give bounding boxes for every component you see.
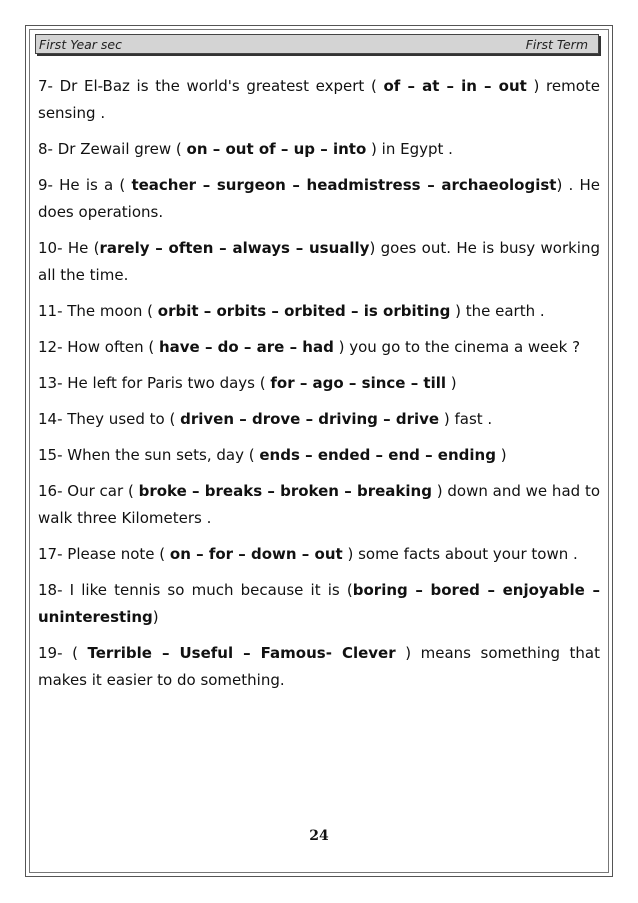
answer-options: on – for – down – out: [169, 545, 343, 563]
question-text: ) fast .: [439, 410, 493, 428]
question-text: 7- Dr El-Baz is the world's greatest expert (: [38, 77, 384, 95]
question-text: 9- He is a (: [38, 176, 132, 194]
question-text: ) the earth .: [450, 302, 545, 320]
question-text: ): [446, 374, 457, 392]
question-item: [38, 640, 600, 694]
answer-options: for – ago – since – till: [270, 374, 447, 392]
answer-options: driven – drove – driving – drive: [180, 410, 440, 428]
question-item: [38, 172, 600, 226]
question-item: [38, 442, 600, 469]
question-item: [38, 73, 600, 127]
question-text: ): [152, 608, 159, 626]
question-text: 10- He (: [38, 239, 100, 257]
question-text: ) you go to the cinema a week ?: [333, 338, 581, 356]
answer-options: Terrible – Useful – Famous- Clever: [87, 644, 396, 662]
question-item: [38, 136, 600, 163]
answer-options: broke – breaks – broken – breaking: [138, 482, 432, 500]
answer-options: rarely – often – always – usually: [99, 239, 370, 257]
question-text: ) down and we had to walk three Kilometers .: [38, 482, 601, 527]
page-header: [35, 34, 599, 54]
question-text: ) some facts about your town .: [342, 545, 578, 563]
question-text: 15- When the sun sets, day (: [38, 446, 260, 464]
question-item: [38, 370, 600, 397]
question-item: [38, 235, 600, 289]
question-text: ) goes out. He is busy working all the time.: [38, 239, 600, 284]
question-text: 8- Dr Zewail grew (: [38, 140, 187, 158]
answer-options: boring – bored – enjoyable – uninteresting: [38, 581, 600, 626]
question-text: ): [495, 446, 507, 464]
questions-list: [38, 73, 600, 703]
question-text: 16- Our car (: [38, 482, 139, 500]
question-text: 17- Please note (: [38, 545, 170, 563]
question-item: [38, 298, 600, 325]
question-text: 13- He left for Paris two days (: [38, 374, 271, 392]
header-right-text: First Term: [525, 37, 588, 52]
question-text: ) means something that makes it easier to do something.: [38, 644, 601, 689]
question-text: 12- How often (: [38, 338, 159, 356]
answer-options: teacher – surgeon – headmistress – archaeologist: [131, 176, 557, 194]
answer-options: of – at – in – out: [383, 77, 527, 95]
header-left-text: First Year sec: [39, 37, 122, 52]
question-text: 19- (: [38, 644, 88, 662]
page-number: 24: [309, 828, 329, 844]
question-text: ) in Egypt .: [366, 140, 453, 158]
question-item: [38, 541, 600, 568]
question-text: ) remote sensing .: [38, 77, 600, 122]
question-item: [38, 334, 600, 361]
question-text: 14- They used to (: [38, 410, 181, 428]
answer-options: have – do – are – had: [158, 338, 334, 356]
answer-options: orbit – orbits – orbited – is orbiting: [157, 302, 451, 320]
answer-options: ends – ended – end – ending: [259, 446, 496, 464]
question-item: [38, 577, 600, 631]
question-text: ) . He does operations.: [38, 176, 600, 221]
question-text: 11- The moon (: [38, 302, 158, 320]
question-item: [38, 406, 600, 433]
question-text: 18- I like tennis so much because it is (: [38, 581, 353, 599]
question-item: [38, 478, 600, 532]
answer-options: on – out of – up – into: [186, 140, 367, 158]
